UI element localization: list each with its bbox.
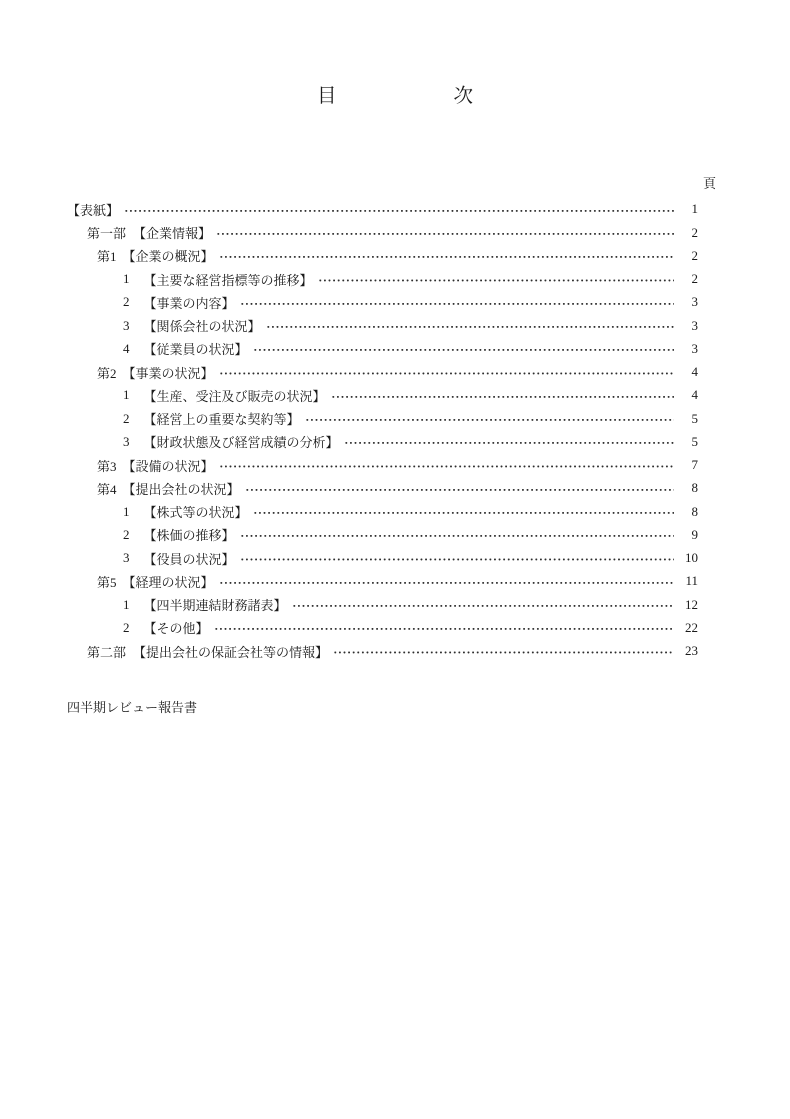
toc-entry-label: 【企業の概況】 — [122, 249, 214, 265]
toc-entry — [67, 500, 698, 523]
toc-entry — [67, 384, 698, 407]
toc-entry-label: 【提出会社の保証会社等の情報】 — [133, 644, 329, 660]
toc-entry — [67, 314, 698, 337]
toc-entry-page: 8 — [691, 503, 698, 519]
toc-entry-label: 【四半期連結財務諸表】 — [143, 598, 287, 614]
toc-leader-dots — [219, 244, 674, 267]
toc-leader-dots — [305, 407, 674, 430]
toc-entry — [67, 407, 698, 430]
toc-entry-label: 【事業の内容】 — [143, 295, 235, 311]
toc-entry-page: 4 — [691, 387, 698, 403]
toc-entry-page: 2 — [691, 271, 698, 287]
toc-leader-dots — [219, 453, 674, 476]
toc-entry-prefix: 1 — [123, 387, 130, 403]
toc-entry-page: 7 — [691, 457, 698, 473]
toc-entry-label: 【株価の推移】 — [143, 528, 235, 544]
toc-entry — [67, 430, 698, 453]
toc-entry-label: 【役員の状況】 — [143, 551, 235, 567]
toc-entry-label: 【企業情報】 — [133, 226, 212, 242]
toc-entry-prefix: 第二部 — [87, 644, 127, 660]
toc-entry-page: 11 — [685, 573, 698, 589]
page-column-header: 頁 — [702, 175, 716, 191]
toc-entry-label: 【従業員の状況】 — [143, 342, 248, 358]
toc-leader-dots — [253, 500, 674, 523]
toc-entry — [67, 267, 698, 290]
toc-entry-page: 3 — [691, 340, 698, 356]
toc-entry — [67, 616, 698, 639]
toc-entry-prefix: 1 — [123, 596, 130, 612]
toc-entry — [67, 593, 698, 616]
toc-entry-page: 2 — [691, 247, 698, 263]
toc-leader-dots — [333, 639, 674, 662]
toc-entry-page: 22 — [685, 619, 698, 635]
toc-entry-page: 23 — [685, 643, 698, 659]
toc-entry-prefix: 第2 — [97, 365, 117, 381]
toc-entry-page: 2 — [691, 224, 698, 240]
toc-entry — [67, 453, 698, 476]
toc-leader-dots — [219, 570, 674, 593]
toc-leader-dots — [253, 337, 674, 360]
toc-leader-dots — [245, 477, 674, 500]
toc-entry-label: 【経営上の重要な契約等】 — [143, 412, 300, 428]
toc-leader-dots — [292, 593, 674, 616]
toc-entry-label: 【財政状態及び経営成績の分析】 — [143, 435, 339, 451]
toc-entry-prefix: 1 — [123, 503, 130, 519]
toc-entry — [67, 639, 698, 662]
toc-entry-page: 12 — [685, 596, 698, 612]
toc-entry-prefix: 第4 — [97, 481, 117, 497]
toc-entry-page: 9 — [691, 526, 698, 542]
toc-entry-prefix: 3 — [123, 550, 130, 566]
toc-entry-prefix: 1 — [123, 271, 130, 287]
toc-leader-dots — [240, 546, 674, 569]
toc-entry-label: 【設備の状況】 — [122, 458, 214, 474]
toc-leader-dots — [240, 523, 674, 546]
toc-entry-prefix: 3 — [123, 433, 130, 449]
toc-entry-page: 5 — [691, 410, 698, 426]
toc-entry — [67, 546, 698, 569]
toc-entry-prefix: 2 — [123, 294, 130, 310]
toc-list — [0, 198, 790, 663]
toc-entry-label: 【提出会社の状況】 — [122, 481, 240, 497]
page-title: 目 次 — [316, 86, 473, 107]
toc-entry-page: 1 — [691, 201, 698, 217]
toc-entry-prefix: 第1 — [97, 249, 117, 265]
toc-entry-prefix: 2 — [123, 619, 130, 635]
toc-entry-label: 【生産、受注及び販売の状況】 — [143, 388, 326, 404]
toc-entry-page: 3 — [691, 317, 698, 333]
toc-entry — [67, 337, 698, 360]
toc-leader-dots — [124, 198, 674, 221]
toc-entry — [67, 477, 698, 500]
toc-entry-page: 4 — [691, 364, 698, 380]
toc-entry-label: 【その他】 — [143, 621, 209, 637]
toc-leader-dots — [240, 291, 674, 314]
toc-entry-label: 【主要な経営指標等の推移】 — [143, 272, 313, 288]
toc-entry-label: 【事業の状況】 — [122, 365, 214, 381]
toc-entry — [67, 291, 698, 314]
toc-entry-prefix: 4 — [123, 340, 130, 356]
toc-entry-page: 5 — [691, 433, 698, 449]
toc-entry-prefix: 第3 — [97, 458, 117, 474]
toc-entry-prefix: 第5 — [97, 574, 117, 590]
toc-entry — [67, 198, 698, 221]
toc-entry-prefix: 3 — [123, 317, 130, 333]
footer-note: 四半期レビュー報告書 — [67, 699, 198, 715]
toc-entry-label: 【株式等の状況】 — [143, 505, 248, 521]
toc-leader-dots — [216, 221, 674, 244]
toc-leader-dots — [219, 360, 674, 383]
toc-entry-page: 8 — [691, 480, 698, 496]
toc-leader-dots — [331, 384, 674, 407]
toc-entry-label: 【経理の状況】 — [122, 574, 214, 590]
toc-leader-dots — [318, 267, 674, 290]
toc-entry-prefix: 2 — [123, 526, 130, 542]
toc-entry — [67, 244, 698, 267]
toc-entry-page: 3 — [691, 294, 698, 310]
toc-entry — [67, 360, 698, 383]
toc-entry-page: 10 — [685, 550, 698, 566]
toc-entry-label: 【表紙】 — [67, 202, 120, 218]
toc-entry-prefix: 第一部 — [87, 226, 127, 242]
toc-entry-label: 【関係会社の状況】 — [143, 319, 261, 335]
toc-entry — [67, 523, 698, 546]
toc-leader-dots — [344, 430, 674, 453]
toc-leader-dots — [266, 314, 674, 337]
toc-leader-dots — [214, 616, 674, 639]
toc-entry — [67, 221, 698, 244]
toc-entry-prefix: 2 — [123, 410, 130, 426]
toc-entry — [67, 570, 698, 593]
